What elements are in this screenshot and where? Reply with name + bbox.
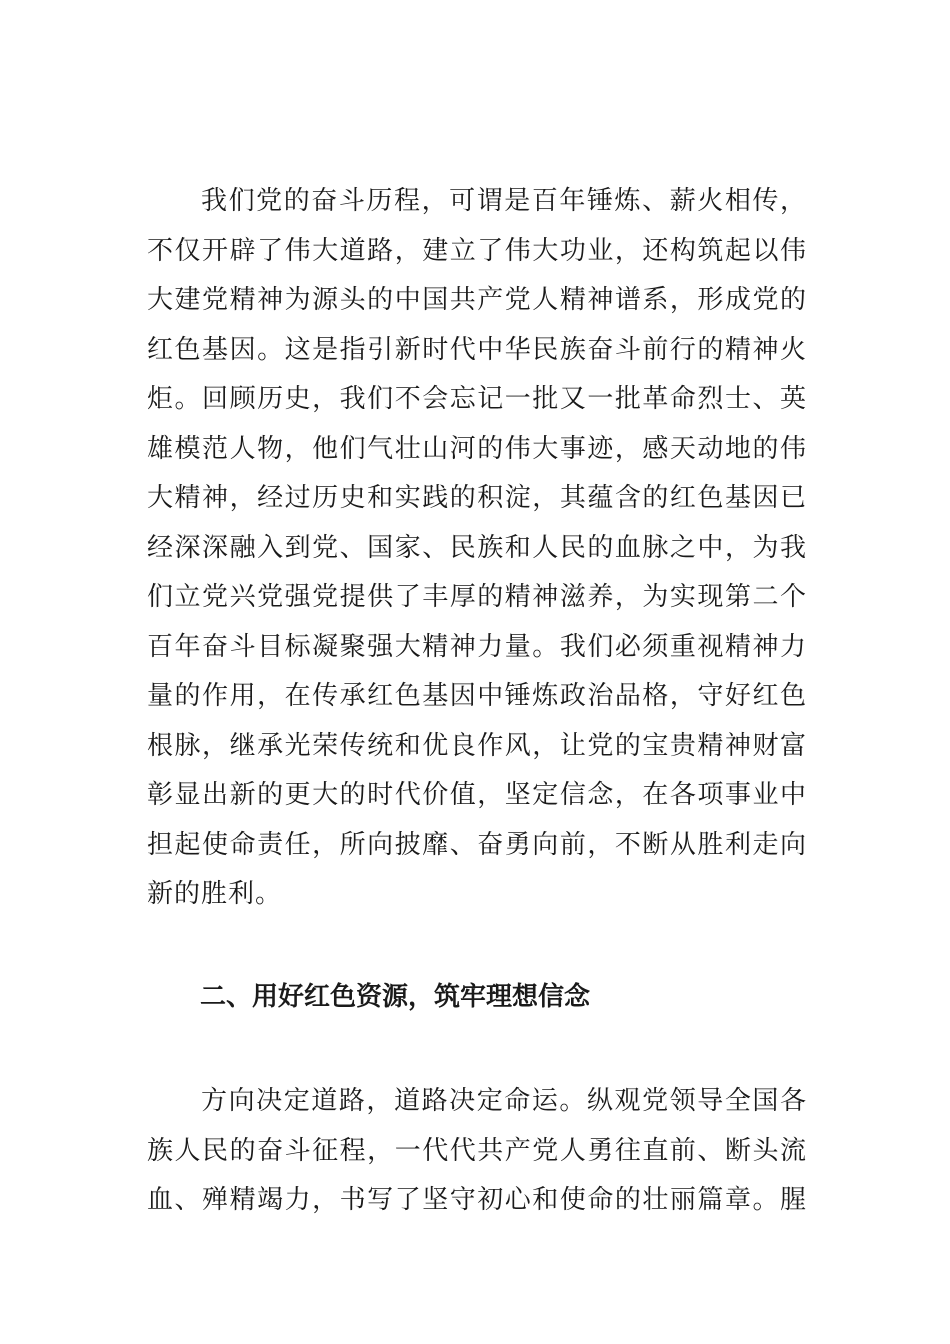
section-heading: 二、用好红色资源，筑牢理想信念 [200,982,591,1012]
body-paragraph-2 [147,1077,807,1226]
paragraph-line: 族人民的奋斗征程，一代代共产党人勇往直前、断头流 [147,1135,807,1166]
paragraph-line: 炬。回顾历史，我们不会忘记一批又一批革命烈士、英 [147,384,807,414]
paragraph-line: 彰显出新的更大的时代价值，坚定信念，在各项事业中 [147,780,807,810]
paragraph-line: 根脉，继承光荣传统和优良作风，让党的宝贵精神财富 [147,730,807,761]
paragraph-line: 经深深融入到党、国家、民族和人民的血脉之中，为我 [147,532,807,563]
paragraph-line: 红色基因。这是指引新时代中华民族奋斗前行的精神火 [147,334,807,365]
paragraph-line: 百年奋斗目标凝聚强大精神力量。我们必须重视精神力 [147,631,807,662]
paragraph-line: 量的作用，在传承红色基因中锤炼政治品格，守好红色 [147,681,807,711]
paragraph-line: 血、殚精竭力，书写了坚守初心和使命的壮丽篇章。腥 [147,1185,807,1215]
paragraph-line: 大建党精神为源头的中国共产党人精神谱系，形成党的 [147,285,807,315]
paragraph-line: 方向决定道路，道路决定命运。纵观党领导全国各 [201,1086,807,1116]
paragraph-line: 雄模范人物，他们气壮山河的伟大事迹，感天动地的伟 [147,433,807,464]
paragraph-line: 我们党的奋斗历程，可谓是百年锤炼、薪火相传， [201,186,807,216]
body-paragraph-1 [147,177,807,920]
paragraph-line: 大精神，经过历史和实践的积淀，其蕴含的红色基因已 [147,483,807,513]
paragraph-line: 不仅开辟了伟大道路，建立了伟大功业，还构筑起以伟 [147,235,807,266]
paragraph-line: 们立党兴党强党提供了丰厚的精神滋养，为实现第二个 [147,582,807,612]
paragraph-line: 担起使命责任，所向披靡、奋勇向前，不断从胜利走向 [147,829,807,860]
paragraph-line: 新的胜利。 [147,879,283,909]
